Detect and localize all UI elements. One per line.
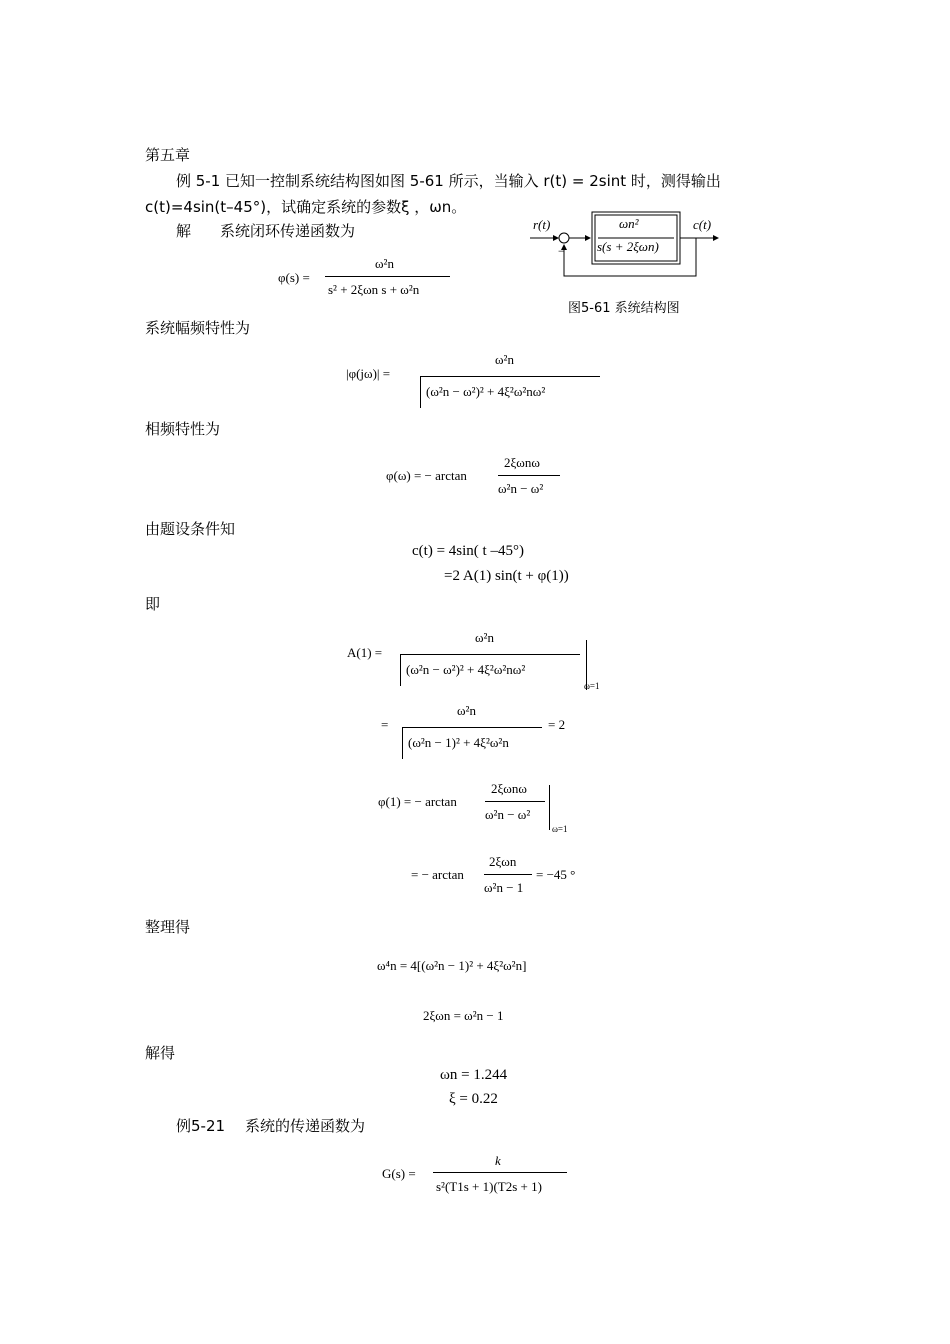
G-bar [433,1172,567,1173]
amp-lhs: |φ(jω)| = [346,366,391,381]
given-text: 由题设条件知 [145,520,236,538]
eq-s1: ωn = 1.244 [440,1067,508,1083]
phase-lhs: φ(ω) = − arctan [386,468,467,483]
P1-condition: ω=1 [552,824,568,834]
eq-r1: ω⁴n = 4[(ω²n − 1)² + 4ξ²ω²n] [377,958,527,973]
P1-bar [485,801,545,802]
A2-radical [402,727,403,759]
eq-c-line2: =2 A(1) sin(t + φ(1)) [444,568,569,584]
A1-numerator: ω²n [475,630,494,645]
P2-bar [484,874,532,875]
example-5-21-label: 例5-21 [176,1117,226,1135]
amp-bar [420,376,600,377]
phi-s-bar [325,276,450,277]
G-fraction [433,1153,567,1203]
P1-denominator: ω²n − ω² [485,807,531,822]
input-label: r(t) [533,217,551,232]
A2-rhs: = 2 [548,717,566,732]
P2-rhs: = −45 ° [536,867,576,882]
A1-lhs: A(1) = [347,645,383,660]
amp-fraction [420,352,600,410]
A2-numerator: ω²n [457,703,476,718]
A2-bar [402,727,542,728]
P2-lhs: = − arctan [411,867,464,882]
G-denominator: s²(T1s + 1)(T2s + 1) [436,1179,542,1194]
A1-bar [400,654,580,655]
A1-denominator: (ω²n − ω²)² + 4ξ²ω²nω² [406,662,526,677]
P1-fraction [485,781,545,831]
minus-sign: − [558,244,565,258]
phi-s-lhs: φ(s) = [278,270,310,285]
P1-lhs: φ(1) = − arctan [378,794,457,809]
phi-s-fraction [325,256,450,306]
solution-text: 系统闭环传递函数为 [220,222,356,240]
phi-s-numerator: ω²n [375,256,394,271]
P1-numerator: 2ξωnω [491,781,527,796]
figure-caption: 图5-61 系统结构图 [568,301,680,316]
phase-numerator: 2ξωnω [504,455,540,470]
solution-label: 解 [176,222,192,240]
amp-numerator: ω²n [495,352,514,367]
example-5-1-line2: c(t)=4sin(t–45°)，试确定系统的参数ξ ，ωn。 [145,198,467,216]
eq-r2: 2ξωn = ω²n − 1 [423,1008,504,1023]
summing-junction [559,233,569,243]
A1-radical [400,654,401,686]
A2-fraction [402,703,542,761]
block-denominator: s(s + 2ξωn) [597,239,659,254]
amp-denominator: (ω²n − ω²)² + 4ξ²ω²nω² [426,384,546,399]
G-lhs: G(s) = [382,1166,416,1181]
phase-fraction [498,455,560,505]
arrange-text: 整理得 [145,918,191,936]
eq-s2: ξ = 0.22 [449,1091,498,1107]
A1-fraction [400,630,580,690]
example-5-1-line1: 例 5-1 已知一控制系统结构图如图 5-61 所示，当输入 r(t) = 2sint 时，测得输出 [176,172,721,190]
P2-denominator: ω²n − 1 [484,880,524,895]
P1-eval-bar [549,785,550,830]
eq-c-line1: c(t) = 4sin( t –45°) [412,543,524,559]
A2-lhs: = [381,717,389,732]
G-numerator: k [495,1153,501,1168]
phi-s-denominator: s² + 2ξωn s + ω²n [328,282,420,297]
output-label: c(t) [693,217,712,232]
P2-fraction [484,854,532,904]
ji-text: 即 [145,595,161,613]
chapter-title: 第五章 [145,146,191,164]
amp-radical [420,376,421,408]
A2-denominator: (ω²n − 1)² + 4ξ²ω²n [408,735,509,750]
P2-numerator: 2ξωn [489,854,517,869]
phase-text: 相频特性为 [145,420,221,438]
example-5-21-text: 系统的传递函数为 [245,1117,366,1135]
A1-condition: ω=1 [584,681,600,691]
solve-text: 解得 [145,1044,176,1062]
phase-denominator: ω²n − ω² [498,481,544,496]
block-numerator: ωn² [619,216,639,231]
phase-bar [498,475,560,476]
amplitude-text: 系统幅频特性为 [145,319,251,337]
